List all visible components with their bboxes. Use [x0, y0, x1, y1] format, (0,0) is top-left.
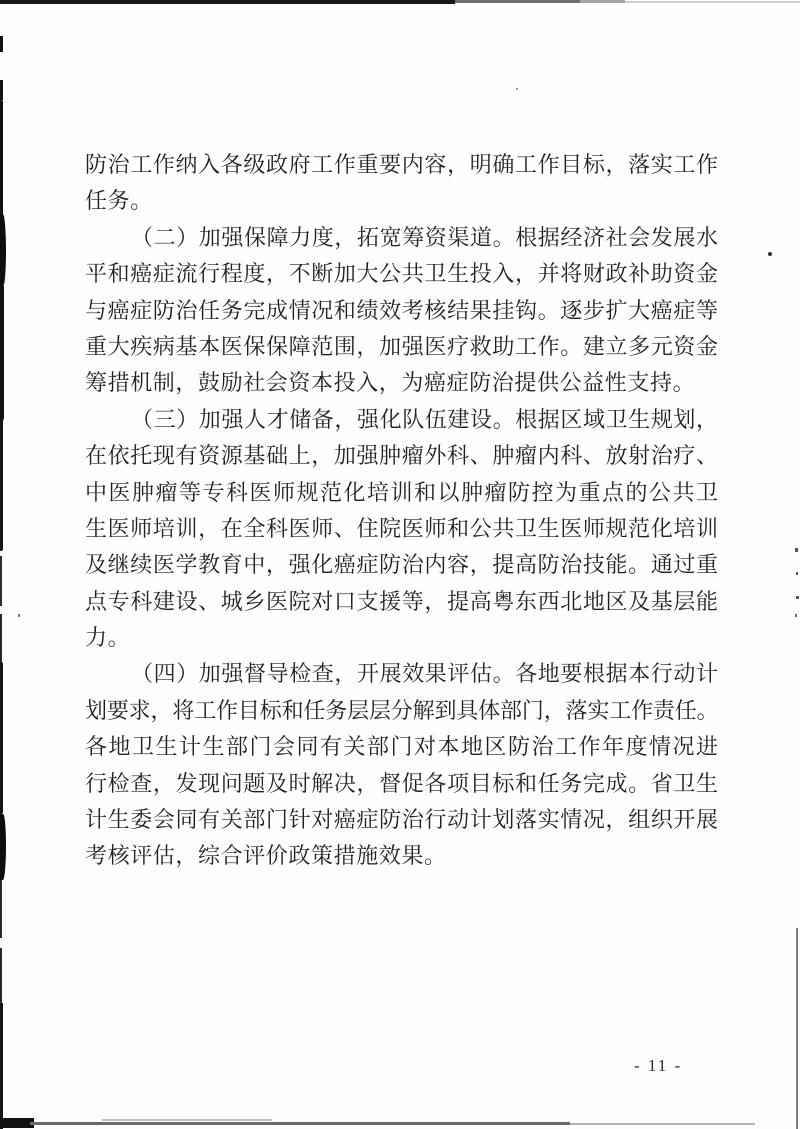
scan-artifact-top-band-dark	[0, 0, 455, 4]
document-line: （二）加强保障力度，拓宽筹资渠道。根据经济社会发展水	[131, 224, 718, 250]
document-line: （四）加强督导检查，开展效果评估。各地要根据本行动计	[131, 661, 718, 687]
document-line: 重大疾病基本医保保障范围，加强医疗救助工作。建立多元资金	[85, 333, 718, 359]
scan-artifact-left-streak	[0, 948, 2, 1003]
scan-artifact-left-streak	[0, 284, 4, 421]
document-line: 生医师培训，在全科医师、住院医师和公共卫生医师规范化培训	[85, 515, 718, 541]
scan-artifact-speck	[796, 596, 799, 599]
scan-artifact-right-line	[796, 928, 798, 1129]
document-line: 行检查，发现问题及时解决，督促各项目标和任务完成。省卫生	[85, 770, 718, 796]
scan-artifact-speck	[795, 548, 798, 552]
document-line: 任务。	[85, 188, 153, 214]
document-line: 与癌症防治任务完成情况和绩效考核结果挂钩。逐步扩大癌症等	[85, 297, 718, 323]
scan-artifact-left-streak	[0, 614, 2, 662]
document-body-text	[85, 147, 718, 875]
scan-artifact-speck	[768, 252, 772, 256]
scan-artifact-left-tick	[0, 80, 3, 100]
scan-artifact-bottom-line	[30, 1122, 570, 1125]
document-line: 点专科建设、城乡医院对口支援等，提高粤东西北地区及基层能	[85, 588, 718, 614]
scan-artifact-left-streak	[0, 419, 3, 551]
scan-artifact-left-streak	[0, 880, 2, 938]
scan-artifact-top-band-light	[580, 0, 625, 3]
scan-artifact-speck	[796, 572, 798, 575]
scan-artifact-top-band-faint	[625, 1, 800, 3]
scan-artifact-left-streak	[0, 1003, 3, 1129]
document-line: 及继续医学教育中，强化癌症防治内容，提高防治技能。通过重	[85, 552, 718, 578]
document-line: 力。	[85, 625, 131, 651]
document-line: 筹措机制，鼓励社会资本投入，为癌症防治提供公益性支持。	[85, 370, 696, 396]
scan-artifact-speck	[795, 614, 797, 617]
document-line: （三）加强人才储备，强化队伍建设。根据区域卫生规划，	[131, 406, 718, 432]
scan-artifact-left-streak	[0, 556, 2, 606]
scan-artifact-bottom-left-corner	[0, 1118, 34, 1128]
document-line: 平和癌症流行程度，不断加大公共卫生投入，并将财政补助资金	[85, 261, 718, 287]
scan-artifact-left-tick	[0, 36, 3, 52]
scan-artifact-left-blob	[0, 214, 6, 286]
scan-artifact-speck	[18, 614, 20, 617]
document-line: 在依托现有资源基础上，加强肿瘤外科、肿瘤内科、放射治疗、	[85, 443, 718, 469]
document-line: 计生委会同有关部门针对癌症防治行动计划落实情况，组织开展	[85, 807, 718, 833]
scan-artifact-speck	[516, 88, 518, 90]
scan-artifact-bottom-smudge	[102, 1119, 272, 1121]
page-number: - 11 -	[634, 1056, 683, 1075]
scan-artifact-left-streak	[0, 100, 3, 218]
scan-artifact-bottom-line-faint	[570, 1123, 755, 1125]
scan-artifact-left-streak	[0, 662, 3, 814]
document-line: 考核评估，综合评价政策措施效果。	[85, 843, 447, 869]
document-line: 中医肿瘤等专科医师规范化培训和以肿瘤防控为重点的公共卫	[85, 479, 718, 505]
document-line: 防治工作纳入各级政府工作重要内容，明确工作目标，落实工作	[85, 152, 718, 177]
document-line: 各地卫生计生部门会同有关部门对本地区防治工作年度情况进	[85, 734, 718, 760]
document-line: 划要求，将工作目标和任务层层分解到具体部门，落实工作责任。	[85, 697, 718, 723]
scan-artifact-left-blob	[0, 814, 6, 880]
scan-artifact-top-band-medium	[455, 0, 580, 3]
